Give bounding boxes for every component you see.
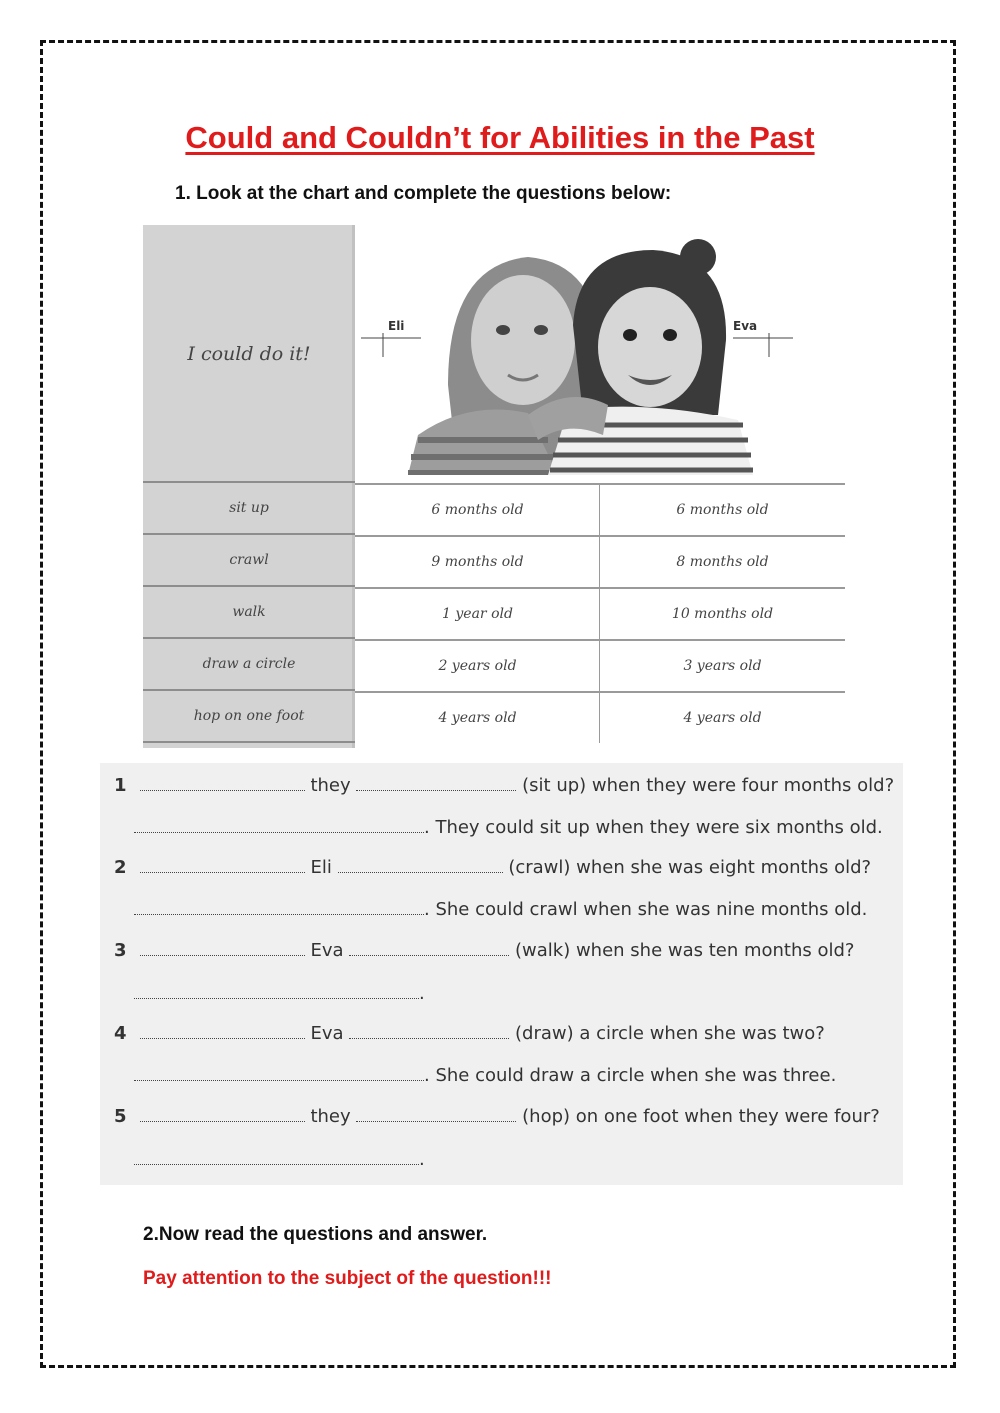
answer-blank[interactable] [140,776,305,791]
answer-blank[interactable] [356,1107,516,1122]
answer-line [134,899,867,920]
answer-text: . [419,1149,425,1170]
question-subject: Eli [310,857,332,878]
question-subject: they [310,775,351,796]
eva-pointer-line [733,333,793,357]
ability-label: draw a circle [143,639,355,691]
question-line [114,940,855,961]
question-text: (draw) a circle when she was two? [515,1023,825,1044]
answer-text: . She could draw a circle when she was three. [424,1065,837,1086]
answer-line [134,1065,836,1086]
question-subject: they [310,1106,351,1127]
name-label-eva: Eva [733,319,758,333]
question-line [114,775,894,796]
eli-age-cell: 4 years old [438,710,517,726]
question-number: 3 [114,940,127,961]
table-row [355,641,845,693]
task-2-instruction: 2.Now read the questions and answer. [143,1224,488,1245]
page-title: Could and Couldn’t for Abilities in the Past [185,120,815,155]
answer-text: . They could sit up when they were six months old. [424,817,883,838]
question-text: (sit up) when they were four months old? [522,775,895,796]
eva-age-cell: 3 years old [683,658,762,674]
question-text: (crawl) when she was eight months old? [508,857,872,878]
ability-label: hop on one foot [143,691,355,743]
eva-age-cell: 4 years old [683,710,762,726]
answer-blank[interactable] [134,900,424,915]
answer-blank[interactable] [134,818,424,833]
answer-blank[interactable] [338,858,503,873]
girls-photo [408,235,758,475]
eli-age-cell: 6 months old [431,502,524,518]
eli-pointer-line [361,333,421,357]
chart-heading: I could do it! [187,343,311,365]
ability-label: walk [143,587,355,639]
eli-age-cell: 9 months old [431,554,524,570]
question-number: 2 [114,857,127,878]
eli-age-cell: 1 year old [442,606,513,622]
exercise-panel [100,763,903,1185]
answer-blank[interactable] [134,1150,419,1165]
eli-age-cell: 2 years old [438,658,517,674]
eva-age-cell: 8 months old [676,554,769,570]
column-divider [599,483,600,743]
question-line [114,1023,825,1044]
eva-age-cell: 10 months old [671,606,774,622]
chart-left-column [143,225,355,748]
table-row [355,537,845,589]
question-number: 4 [114,1023,127,1044]
answer-text: . She could crawl when she was nine months old. [424,899,868,920]
ability-label: sit up [143,483,355,535]
question-text: (walk) when she was ten months old? [515,940,855,961]
answer-line [134,1149,425,1170]
question-line [114,857,871,878]
eva-age-cell: 6 months old [676,502,769,518]
ability-chart [143,225,848,748]
question-number: 5 [114,1106,127,1127]
question-line [114,1106,880,1127]
answer-text: . [419,983,425,1004]
ability-label: crawl [143,535,355,587]
table-row [355,589,845,641]
question-subject: Eva [310,940,344,961]
chart-heading-cell [143,225,355,483]
answer-line [134,983,425,1004]
table-row [355,693,845,745]
table-row [355,485,845,537]
task-1-instruction: 1. Look at the chart and complete the questions below: [175,183,672,204]
question-text: (hop) on one foot when they were four? [522,1106,880,1127]
answer-blank[interactable] [349,1024,509,1039]
attention-note: Pay attention to the subject of the question!!! [143,1268,552,1289]
question-subject: Eva [310,1023,344,1044]
answer-line [134,817,883,838]
answer-blank[interactable] [349,941,509,956]
name-label-eli: Eli [388,319,405,333]
answer-blank[interactable] [140,1107,305,1122]
answer-blank[interactable] [140,1024,305,1039]
answer-blank[interactable] [134,984,419,999]
question-number: 1 [114,775,127,796]
answer-blank[interactable] [134,1066,424,1081]
answer-blank[interactable] [356,776,516,791]
answer-blank[interactable] [140,941,305,956]
answer-blank[interactable] [140,858,305,873]
